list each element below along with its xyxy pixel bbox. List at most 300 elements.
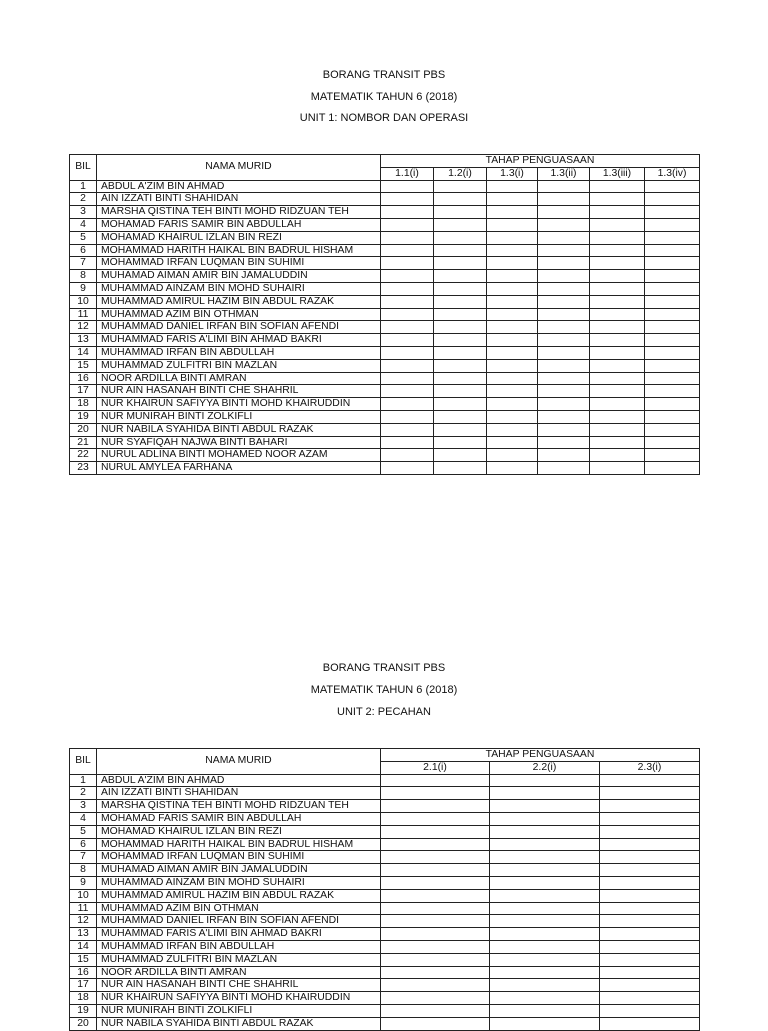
- mastery-level-cell[interactable]: [490, 940, 600, 953]
- student-row: [70, 902, 700, 915]
- mastery-level-cell[interactable]: [487, 180, 538, 193]
- skill-column-header: 2.1(i): [381, 761, 490, 774]
- mastery-level-cell[interactable]: [645, 218, 700, 231]
- mastery-level-cell[interactable]: [645, 193, 700, 206]
- bil-cell: 17: [70, 385, 97, 398]
- student-name-cell: NUR AIN HASANAH BINTI CHE SHAHRIL: [97, 385, 381, 398]
- mastery-level-cell[interactable]: [381, 385, 434, 398]
- mastery-level-cell[interactable]: [645, 410, 700, 423]
- mastery-level-cell[interactable]: [600, 979, 700, 992]
- student-name-cell: MOHAMAD KHAIRUL IZLAN BIN REZI: [97, 231, 381, 244]
- student-name-cell: MOHAMAD FARIS SAMIR BIN ABDULLAH: [97, 812, 381, 825]
- mastery-level-cell[interactable]: [590, 295, 645, 308]
- skill-column-header: 1.1(i): [381, 167, 434, 180]
- mastery-level-cell[interactable]: [590, 257, 645, 270]
- mastery-level-cell[interactable]: [600, 876, 700, 889]
- student-row: [70, 774, 700, 787]
- student-name-cell: MUHAMMAD AMIRUL HAZIM BIN ABDUL RAZAK: [97, 889, 381, 902]
- mastery-level-cell[interactable]: [381, 410, 434, 423]
- bil-cell: 2: [70, 193, 97, 206]
- mastery-level-cell[interactable]: [645, 359, 700, 372]
- mastery-level-cell[interactable]: [487, 462, 538, 475]
- skill-column-header: 1.3(ii): [538, 167, 590, 180]
- mastery-level-cell[interactable]: [381, 308, 434, 321]
- student-name-cell: MOHAMMAD HARITH HAIKAL BIN BADRUL HISHAM: [97, 244, 381, 257]
- mastery-level-cell[interactable]: [381, 282, 434, 295]
- mastery-level-cell[interactable]: [590, 206, 645, 219]
- mastery-level-cell[interactable]: [434, 398, 487, 411]
- mastery-level-cell[interactable]: [487, 282, 538, 295]
- mastery-level-cell[interactable]: [590, 398, 645, 411]
- mastery-level-cell[interactable]: [645, 308, 700, 321]
- mastery-level-cell[interactable]: [645, 257, 700, 270]
- mastery-level-cell[interactable]: [590, 193, 645, 206]
- mastery-level-cell[interactable]: [645, 334, 700, 347]
- mastery-level-cell[interactable]: [538, 346, 590, 359]
- mastery-level-cell[interactable]: [538, 308, 590, 321]
- bil-cell: 22: [70, 449, 97, 462]
- mastery-level-cell[interactable]: [434, 257, 487, 270]
- student-name-cell: MUHAMMAD DANIEL IRFAN BIN SOFIAN AFENDI: [97, 321, 381, 334]
- mastery-level-cell[interactable]: [381, 940, 490, 953]
- student-row: [70, 282, 700, 295]
- mastery-level-cell[interactable]: [434, 282, 487, 295]
- student-row: [70, 436, 700, 449]
- mastery-level-cell[interactable]: [600, 928, 700, 941]
- mastery-level-cell[interactable]: [590, 270, 645, 283]
- mastery-level-cell[interactable]: [487, 244, 538, 257]
- mastery-level-cell[interactable]: [590, 449, 645, 462]
- mastery-level-cell[interactable]: [590, 244, 645, 257]
- mastery-level-cell[interactable]: [490, 787, 600, 800]
- student-row: [70, 864, 700, 877]
- mastery-level-cell[interactable]: [487, 218, 538, 231]
- mastery-level-cell[interactable]: [434, 193, 487, 206]
- mastery-level-cell[interactable]: [538, 436, 590, 449]
- student-row: [70, 423, 700, 436]
- mastery-level-cell[interactable]: [434, 385, 487, 398]
- student-row: [70, 295, 700, 308]
- mastery-level-cell[interactable]: [645, 321, 700, 334]
- student-name-cell: MUHAMMAD FARIS A'LIMI BIN AHMAD BAKRI: [97, 928, 381, 941]
- bil-cell: 20: [70, 423, 97, 436]
- mastery-level-cell[interactable]: [538, 334, 590, 347]
- bil-cell: 18: [70, 398, 97, 411]
- mastery-level-cell[interactable]: [381, 966, 490, 979]
- mastery-level-cell[interactable]: [645, 180, 700, 193]
- student-row: [70, 992, 700, 1005]
- mastery-level-cell[interactable]: [487, 385, 538, 398]
- bil-cell: 14: [70, 940, 97, 953]
- mastery-level-cell[interactable]: [538, 423, 590, 436]
- student-row: [70, 180, 700, 193]
- mastery-level-cell[interactable]: [381, 398, 434, 411]
- mastery-level-cell[interactable]: [490, 876, 600, 889]
- mastery-level-cell[interactable]: [487, 423, 538, 436]
- mastery-level-cell[interactable]: [381, 902, 490, 915]
- mastery-level-cell[interactable]: [381, 436, 434, 449]
- bil-cell: 5: [70, 231, 97, 244]
- mastery-level-cell[interactable]: [487, 321, 538, 334]
- mastery-level-cell[interactable]: [645, 385, 700, 398]
- mastery-level-cell[interactable]: [381, 838, 490, 851]
- mastery-level-cell[interactable]: [487, 359, 538, 372]
- student-row: [70, 359, 700, 372]
- student-name-cell: NOOR ARDILLA BINTI AMRAN: [97, 966, 381, 979]
- mastery-level-cell[interactable]: [538, 372, 590, 385]
- mastery-level-cell[interactable]: [590, 231, 645, 244]
- mastery-level-cell[interactable]: [381, 359, 434, 372]
- bil-cell: 21: [70, 436, 97, 449]
- mastery-level-cell[interactable]: [381, 295, 434, 308]
- student-row: [70, 398, 700, 411]
- bil-cell: 16: [70, 966, 97, 979]
- mastery-level-cell[interactable]: [381, 218, 434, 231]
- mastery-level-cell[interactable]: [434, 308, 487, 321]
- mastery-level-cell[interactable]: [645, 244, 700, 257]
- mastery-level-cell[interactable]: [381, 449, 434, 462]
- mastery-level-cell[interactable]: [538, 244, 590, 257]
- student-row: [70, 953, 700, 966]
- mastery-level-cell[interactable]: [645, 206, 700, 219]
- bil-cell: 18: [70, 992, 97, 1005]
- student-row: [70, 966, 700, 979]
- mastery-level-cell[interactable]: [487, 372, 538, 385]
- mastery-level-cell[interactable]: [434, 372, 487, 385]
- mastery-level-cell[interactable]: [381, 953, 490, 966]
- student-name-cell: MUHAMMAD AINZAM BIN MOHD SUHAIRI: [97, 876, 381, 889]
- mastery-level-cell[interactable]: [590, 282, 645, 295]
- bil-cell: 1: [70, 774, 97, 787]
- mastery-level-cell[interactable]: [381, 851, 490, 864]
- mastery-level-cell[interactable]: [590, 423, 645, 436]
- mastery-level-cell[interactable]: [590, 334, 645, 347]
- bil-cell: 13: [70, 334, 97, 347]
- mastery-level-cell[interactable]: [600, 787, 700, 800]
- bil-cell: 19: [70, 1004, 97, 1017]
- mastery-level-cell[interactable]: [434, 359, 487, 372]
- mastery-level-cell[interactable]: [600, 889, 700, 902]
- bil-cell: 8: [70, 864, 97, 877]
- bil-cell: 13: [70, 928, 97, 941]
- student-name-cell: NUR SYAFIQAH NAJWA BINTI BAHARI: [97, 436, 381, 449]
- mastery-level-cell[interactable]: [381, 346, 434, 359]
- bil-cell: 17: [70, 979, 97, 992]
- mastery-level-cell[interactable]: [490, 902, 600, 915]
- bil-cell: 7: [70, 851, 97, 864]
- bil-cell: 4: [70, 812, 97, 825]
- bil-header: BIL: [70, 749, 97, 775]
- mastery-level-cell[interactable]: [487, 410, 538, 423]
- mastery-level-cell[interactable]: [434, 321, 487, 334]
- mastery-level-cell[interactable]: [490, 928, 600, 941]
- mastery-level-cell[interactable]: [434, 270, 487, 283]
- mastery-level-cell[interactable]: [538, 398, 590, 411]
- bil-cell: 15: [70, 953, 97, 966]
- student-row: [70, 385, 700, 398]
- student-row: [70, 800, 700, 813]
- mastery-level-cell[interactable]: [381, 979, 490, 992]
- mastery-level-cell[interactable]: [538, 206, 590, 219]
- mastery-level-cell[interactable]: [538, 359, 590, 372]
- mastery-level-cell[interactable]: [487, 308, 538, 321]
- form-title: BORANG TRANSIT PBS: [322, 69, 446, 81]
- mastery-level-cell[interactable]: [590, 308, 645, 321]
- bil-cell: 6: [70, 838, 97, 851]
- mastery-level-cell[interactable]: [434, 423, 487, 436]
- student-row: [70, 308, 700, 321]
- mastery-level-cell[interactable]: [434, 180, 487, 193]
- mastery-level-cell[interactable]: [600, 812, 700, 825]
- mastery-level-cell[interactable]: [645, 282, 700, 295]
- mastery-level-cell[interactable]: [538, 462, 590, 475]
- mastery-level-cell[interactable]: [490, 774, 600, 787]
- mastery-level-cell[interactable]: [645, 423, 700, 436]
- mastery-level-cell[interactable]: [381, 372, 434, 385]
- student-name-cell: MOHAMAD FARIS SAMIR BIN ABDULLAH: [97, 218, 381, 231]
- mastery-level-cell[interactable]: [590, 321, 645, 334]
- bil-cell: 19: [70, 410, 97, 423]
- mastery-level-cell[interactable]: [434, 410, 487, 423]
- mastery-level-cell[interactable]: [381, 244, 434, 257]
- mastery-level-cell[interactable]: [434, 231, 487, 244]
- student-name-cell: MUHAMAD AIMAN AMIR BIN JAMALUDDIN: [97, 864, 381, 877]
- mastery-level-cell[interactable]: [538, 257, 590, 270]
- form-unit: UNIT 1: NOMBOR DAN OPERASI: [299, 112, 469, 124]
- mastery-level-cell[interactable]: [434, 206, 487, 219]
- student-name-cell: NUR NABILA SYAHIDA BINTI ABDUL RAZAK: [97, 1017, 381, 1030]
- mastery-level-cell[interactable]: [487, 398, 538, 411]
- mastery-level-cell[interactable]: [381, 876, 490, 889]
- mastery-level-cell[interactable]: [538, 295, 590, 308]
- mastery-level-cell[interactable]: [487, 436, 538, 449]
- mastery-level-cell[interactable]: [434, 218, 487, 231]
- student-name-cell: MOHAMAD KHAIRUL IZLAN BIN REZI: [97, 825, 381, 838]
- mastery-level-cell[interactable]: [600, 851, 700, 864]
- bil-cell: 10: [70, 295, 97, 308]
- student-name-cell: MOHAMMAD IRFAN LUQMAN BIN SUHIMI: [97, 851, 381, 864]
- bil-cell: 9: [70, 282, 97, 295]
- student-name-cell: AIN IZZATI BINTI SHAHIDAN: [97, 787, 381, 800]
- bil-cell: 5: [70, 825, 97, 838]
- mastery-level-cell[interactable]: [381, 889, 490, 902]
- student-row: [70, 346, 700, 359]
- bil-cell: 16: [70, 372, 97, 385]
- mastery-level-cell[interactable]: [645, 398, 700, 411]
- student-row: [70, 334, 700, 347]
- mastery-level-cell[interactable]: [381, 915, 490, 928]
- mastery-level-cell[interactable]: [381, 825, 490, 838]
- mastery-level-cell[interactable]: [381, 812, 490, 825]
- mastery-level-cell[interactable]: [381, 423, 434, 436]
- mastery-level-cell[interactable]: [434, 462, 487, 475]
- mastery-level-cell[interactable]: [538, 180, 590, 193]
- mastery-level-cell[interactable]: [538, 193, 590, 206]
- mastery-level-cell[interactable]: [490, 992, 600, 1005]
- mastery-level-cell[interactable]: [434, 449, 487, 462]
- mastery-level-cell[interactable]: [590, 410, 645, 423]
- mastery-level-cell[interactable]: [381, 257, 434, 270]
- mastery-level-cell[interactable]: [600, 940, 700, 953]
- mastery-level-cell[interactable]: [487, 270, 538, 283]
- mastery-level-cell[interactable]: [434, 295, 487, 308]
- bil-cell: 6: [70, 244, 97, 257]
- bil-cell: 11: [70, 308, 97, 321]
- mastery-level-cell[interactable]: [490, 864, 600, 877]
- student-row: [70, 876, 700, 889]
- mastery-level-cell[interactable]: [487, 334, 538, 347]
- student-name-cell: NURUL AMYLEA FARHANA: [97, 462, 381, 475]
- student-name-cell: NUR MUNIRAH BINTI ZOLKIFLI: [97, 410, 381, 423]
- student-name-cell: ABDUL A'ZIM BIN AHMAD: [97, 180, 381, 193]
- student-row: [70, 231, 700, 244]
- mastery-level-cell[interactable]: [487, 346, 538, 359]
- mastery-table: [69, 154, 700, 475]
- student-name-cell: MUHAMMAD AZIM BIN OTHMAN: [97, 308, 381, 321]
- mastery-level-cell[interactable]: [538, 231, 590, 244]
- mastery-level-cell[interactable]: [645, 295, 700, 308]
- mastery-level-cell[interactable]: [538, 321, 590, 334]
- mastery-level-cell[interactable]: [487, 295, 538, 308]
- mastery-level-cell[interactable]: [487, 449, 538, 462]
- mastery-level-cell[interactable]: [600, 1004, 700, 1017]
- mastery-level-cell[interactable]: [645, 346, 700, 359]
- bil-cell: 3: [70, 206, 97, 219]
- student-name-cell: NUR KHAIRUN SAFIYYA BINTI MOHD KHAIRUDDIN: [97, 992, 381, 1005]
- mastery-level-cell[interactable]: [381, 800, 490, 813]
- mastery-level-cell[interactable]: [600, 774, 700, 787]
- student-name-cell: MUHAMMAD ZULFITRI BIN MAZLAN: [97, 953, 381, 966]
- mastery-level-cell[interactable]: [381, 180, 434, 193]
- mastery-level-cell[interactable]: [645, 462, 700, 475]
- mastery-level-cell[interactable]: [487, 193, 538, 206]
- mastery-level-cell[interactable]: [600, 864, 700, 877]
- mastery-level-cell[interactable]: [590, 385, 645, 398]
- mastery-level-cell[interactable]: [590, 372, 645, 385]
- mastery-level-cell[interactable]: [590, 218, 645, 231]
- mastery-level-cell[interactable]: [381, 462, 434, 475]
- mastery-level-cell[interactable]: [434, 346, 487, 359]
- mastery-level-cell[interactable]: [590, 359, 645, 372]
- student-row: [70, 244, 700, 257]
- mastery-level-cell[interactable]: [538, 218, 590, 231]
- mastery-level-cell[interactable]: [487, 206, 538, 219]
- student-row: [70, 270, 700, 283]
- student-row: [70, 218, 700, 231]
- bil-cell: 2: [70, 787, 97, 800]
- mastery-level-cell[interactable]: [645, 231, 700, 244]
- student-row: [70, 193, 700, 206]
- mastery-level-cell[interactable]: [645, 270, 700, 283]
- form-subtitle: MATEMATIK TAHUN 6 (2018): [310, 91, 458, 103]
- mastery-level-cell[interactable]: [600, 825, 700, 838]
- bil-cell: 7: [70, 257, 97, 270]
- student-row: [70, 1004, 700, 1017]
- mastery-level-cell[interactable]: [490, 812, 600, 825]
- mastery-level-cell[interactable]: [381, 334, 434, 347]
- mastery-level-cell[interactable]: [600, 838, 700, 851]
- student-row: [70, 321, 700, 334]
- bil-header: BIL: [70, 155, 97, 181]
- mastery-level-cell[interactable]: [538, 385, 590, 398]
- mastery-level-cell[interactable]: [381, 1004, 490, 1017]
- mastery-level-cell[interactable]: [600, 953, 700, 966]
- mastery-level-cell[interactable]: [590, 436, 645, 449]
- mastery-level-cell[interactable]: [538, 410, 590, 423]
- mastery-level-cell[interactable]: [645, 372, 700, 385]
- bil-cell: 10: [70, 889, 97, 902]
- mastery-level-cell[interactable]: [381, 206, 434, 219]
- bil-cell: 4: [70, 218, 97, 231]
- mastery-level-cell[interactable]: [645, 436, 700, 449]
- nama-murid-header: NAMA MURID: [97, 749, 381, 775]
- mastery-level-cell[interactable]: [600, 992, 700, 1005]
- mastery-level-cell[interactable]: [381, 864, 490, 877]
- mastery-level-cell[interactable]: [590, 462, 645, 475]
- mastery-level-cell[interactable]: [381, 928, 490, 941]
- mastery-level-cell[interactable]: [487, 231, 538, 244]
- student-row: [70, 889, 700, 902]
- mastery-level-cell[interactable]: [538, 449, 590, 462]
- student-name-cell: NOOR ARDILLA BINTI AMRAN: [97, 372, 381, 385]
- student-name-cell: MUHAMMAD ZULFITRI BIN MAZLAN: [97, 359, 381, 372]
- skill-column-header: 1.3(i): [487, 167, 538, 180]
- mastery-level-cell[interactable]: [434, 436, 487, 449]
- mastery-level-cell[interactable]: [381, 774, 490, 787]
- tahap-penguasaan-header: TAHAP PENGUASAAN: [381, 155, 700, 168]
- mastery-level-cell[interactable]: [381, 231, 434, 244]
- mastery-level-cell[interactable]: [490, 1004, 600, 1017]
- mastery-level-cell[interactable]: [490, 979, 600, 992]
- student-row: [70, 812, 700, 825]
- mastery-level-cell[interactable]: [538, 282, 590, 295]
- mastery-level-cell[interactable]: [490, 825, 600, 838]
- mastery-level-cell[interactable]: [381, 321, 434, 334]
- mastery-level-cell[interactable]: [590, 346, 645, 359]
- mastery-level-cell[interactable]: [490, 966, 600, 979]
- mastery-level-cell[interactable]: [490, 915, 600, 928]
- student-name-cell: MARSHA QISTINA TEH BINTI MOHD RIDZUAN TEH: [97, 206, 381, 219]
- mastery-level-cell[interactable]: [600, 800, 700, 813]
- mastery-level-cell[interactable]: [381, 787, 490, 800]
- skill-column-header: 1.2(i): [434, 167, 487, 180]
- mastery-level-cell[interactable]: [434, 334, 487, 347]
- skill-column-header: 1.3(iv): [645, 167, 700, 180]
- mastery-level-cell[interactable]: [490, 953, 600, 966]
- mastery-level-cell[interactable]: [490, 889, 600, 902]
- mastery-level-cell[interactable]: [600, 902, 700, 915]
- mastery-level-cell[interactable]: [490, 838, 600, 851]
- mastery-level-cell[interactable]: [600, 966, 700, 979]
- student-name-cell: NUR AIN HASANAH BINTI CHE SHAHRIL: [97, 979, 381, 992]
- bil-cell: 15: [70, 359, 97, 372]
- mastery-level-cell[interactable]: [381, 270, 434, 283]
- mastery-level-cell[interactable]: [590, 180, 645, 193]
- mastery-level-cell[interactable]: [490, 851, 600, 864]
- mastery-level-cell[interactable]: [645, 449, 700, 462]
- form-title: BORANG TRANSIT PBS: [322, 662, 446, 674]
- mastery-level-cell[interactable]: [381, 992, 490, 1005]
- mastery-level-cell[interactable]: [434, 244, 487, 257]
- mastery-level-cell[interactable]: [490, 800, 600, 813]
- bil-cell: 3: [70, 800, 97, 813]
- mastery-level-cell[interactable]: [600, 915, 700, 928]
- student-name-cell: AIN IZZATI BINTI SHAHIDAN: [97, 193, 381, 206]
- mastery-level-cell[interactable]: [538, 270, 590, 283]
- bil-cell: 9: [70, 876, 97, 889]
- mastery-level-cell[interactable]: [381, 193, 434, 206]
- mastery-level-cell[interactable]: [487, 257, 538, 270]
